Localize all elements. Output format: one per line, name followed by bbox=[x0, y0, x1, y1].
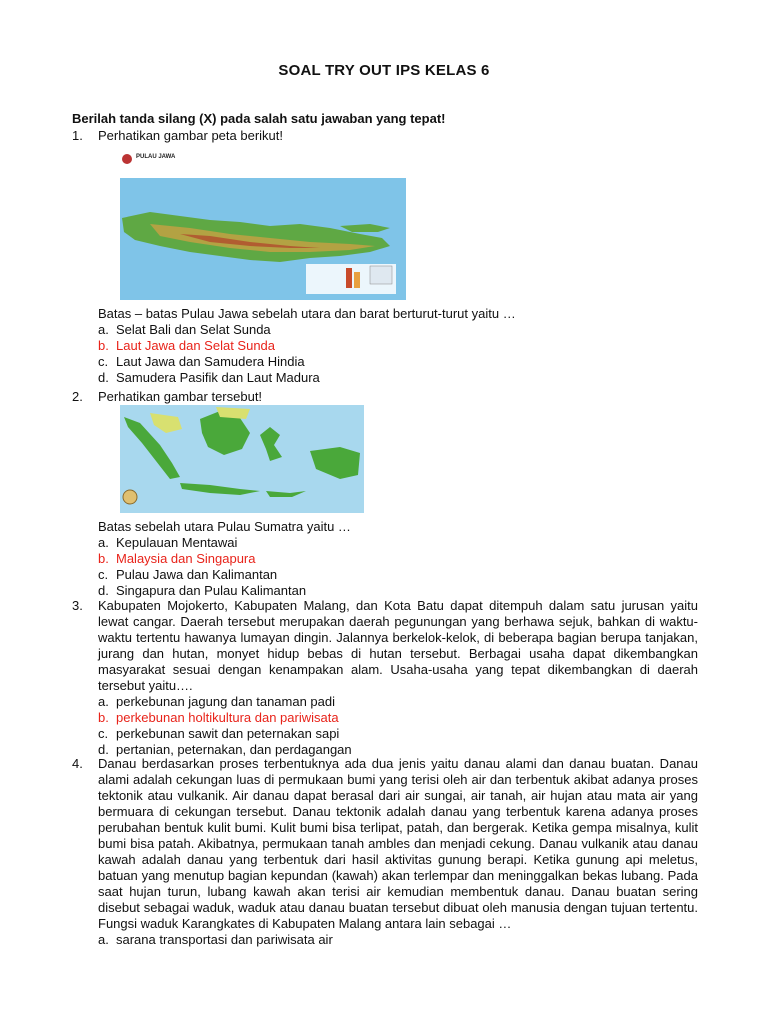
option-c[interactable]: c. Laut Jawa dan Samudera Hindia bbox=[98, 354, 305, 369]
option-b-answer[interactable]: b. perkebunan holtikultura dan pariwisata bbox=[98, 710, 339, 725]
map-title: PULAU JAWA bbox=[136, 154, 176, 160]
indonesia-map-image bbox=[120, 405, 364, 513]
option-d[interactable]: d. Samudera Pasifik dan Laut Madura bbox=[98, 370, 320, 385]
question-stem: Kabupaten Mojokerto, Kabupaten Malang, dan Kota Batu dapat ditempuh dalam satu jurusan yaitu lewat cangar. Daerah tersebut merupakan daerah pegunungan yang berhawa sejuk, bahkan di waktu-waktu tertentu hawanya lumayan dingin. Jalannya berkelok-kelok, di beberapa bagian berupa tanjakan, jurang dan hutan, monyet hidup bebas di hutan tersebut. Berbagai usaha dapat dikembangkan masyarakat sesuai dengan kenampakan alam. Usaha-usaha yang tepat dikembangkan di daerah tersebut yaitu…. bbox=[98, 598, 698, 693]
page-title: SOAL TRY OUT IPS KELAS 6 bbox=[278, 62, 490, 79]
option-c[interactable]: c. perkebunan sawit dan peternakan sapi bbox=[98, 726, 340, 741]
option-c[interactable]: c. Pulau Jawa dan Kalimantan bbox=[98, 567, 278, 582]
question-4 bbox=[72, 756, 698, 948]
question-prompt: Perhatikan gambar peta berikut! bbox=[98, 128, 283, 143]
question-number: 1. bbox=[72, 128, 83, 143]
instruction: Berilah tanda silang (X) pada salah satu jawaban yang tepat! bbox=[72, 111, 446, 126]
option-a[interactable]: a. sarana transportasi dan pariwisata air bbox=[98, 932, 333, 947]
option-b-answer[interactable]: b. Malaysia dan Singapura bbox=[98, 551, 256, 566]
question-number: 3. bbox=[72, 598, 83, 613]
question-number: 4. bbox=[72, 756, 83, 771]
option-d[interactable]: d. Singapura dan Pulau Kalimantan bbox=[98, 583, 307, 598]
java-map-image bbox=[120, 148, 406, 300]
option-d[interactable]: d. pertanian, peternakan, dan perdagangan bbox=[98, 742, 352, 757]
option-a[interactable]: a. Selat Bali dan Selat Sunda bbox=[98, 322, 271, 337]
question-stem: Batas sebelah utara Pulau Sumatra yaitu … bbox=[98, 519, 351, 534]
question-stem: Batas – batas Pulau Jawa sebelah utara dan barat berturut-turut yaitu … bbox=[98, 306, 516, 321]
option-b-answer[interactable]: b. Laut Jawa dan Selat Sunda bbox=[98, 338, 276, 353]
option-a[interactable]: a. Kepulauan Mentawai bbox=[98, 535, 238, 550]
question-3 bbox=[72, 598, 698, 758]
question-prompt: Perhatikan gambar tersebut! bbox=[98, 389, 263, 404]
question-number: 2. bbox=[72, 389, 83, 404]
question-2 bbox=[72, 389, 698, 599]
question-1 bbox=[72, 128, 698, 386]
question-stem: Danau berdasarkan proses terbentuknya ada dua jenis yaitu danau alami dan danau buatan. Danau alami adalah cekungan luas di permukaan bumi yang terisi oleh air dan terbentuk akibat adanya proses tektonik atau vulkanik. Air danau dapat berasal dari air sungai, air tanah, air hujan atau mata air yang bermuara di cekungan tersebut. Danau tektonik adalah danau yang terbentuk karena adanya proses perubahan bentuk kulit bumi. Kulit bumi bisa terlipat, patah, dan bergerak. Ketika gempa misalnya, kulit bumi bisa patah. Akibatnya, permukaan tanah ambles dan menjadi cekung. Danau vulkanik atau danau kawah adalah danau yang terbentuk dari hasil aktivitas gunung berapi. Ketika gunung api meletus, batuan yang menutup bagian kepundan (kawah) akan terlempar dan meninggalkan bekas lubang. Pada saat hujan turun, lubang kawah akan terisi air kemudian membentuk danau. Danau buatan sering disebut sebagai waduk, waduk atau danau buatan tersebut dibuat oleh manusia dengan tujuan tertentu. Fungsi waduk Karangkates di Kabupaten Malang antara lain sebagai … bbox=[98, 756, 698, 931]
option-a[interactable]: a. perkebunan jagung dan tanaman padi bbox=[98, 694, 336, 709]
